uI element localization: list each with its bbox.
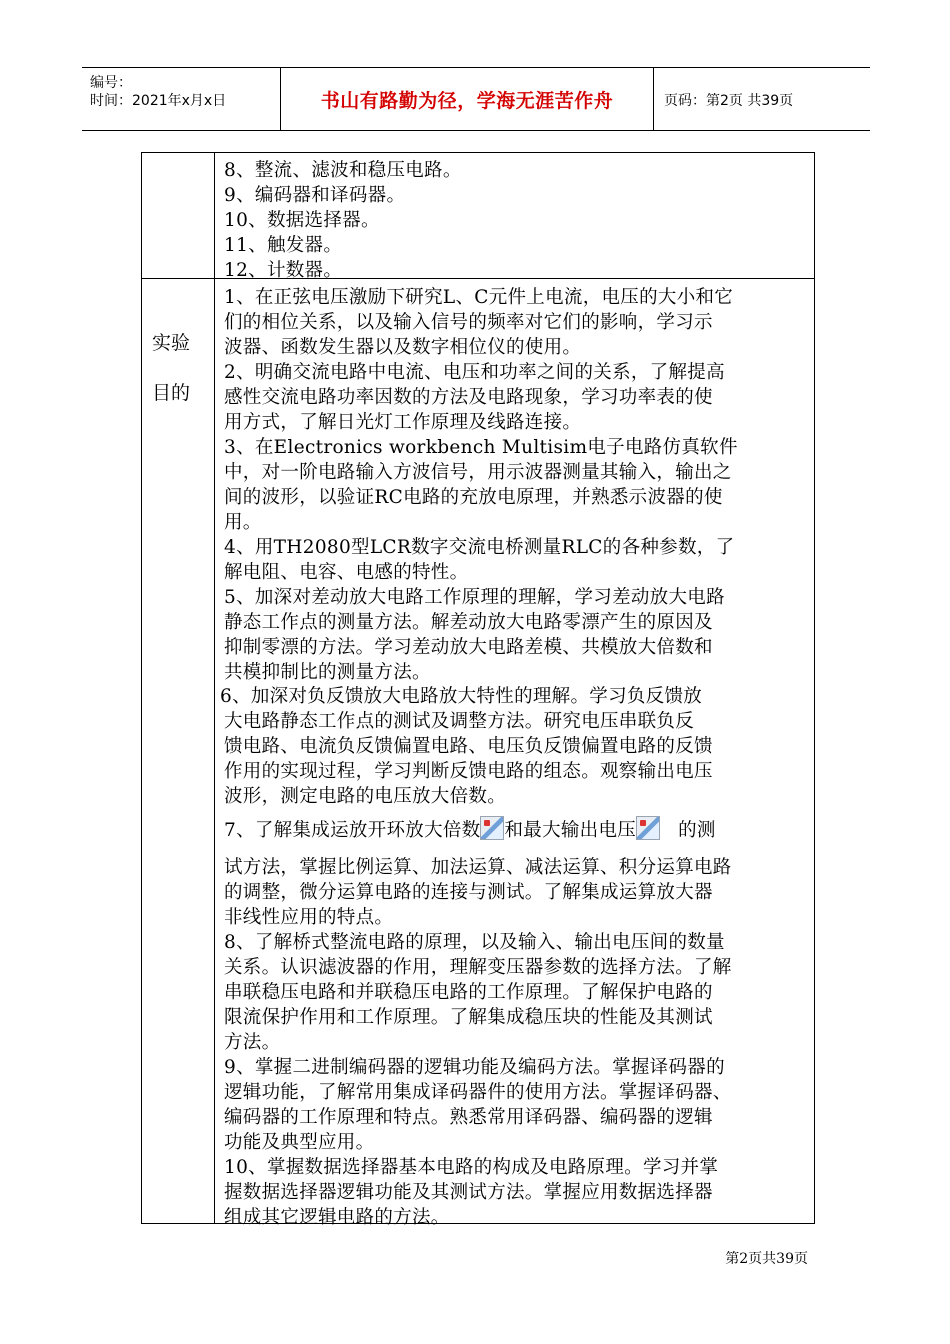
purpose-line: 6、加深对负反馈放大电路放大特性的理解。学习负反馈放 bbox=[220, 686, 703, 707]
purpose-line: 解电阻、电容、电感的特性。 bbox=[224, 562, 469, 583]
purpose-line: 3、在Electronics workbench Multisim电子电路仿真软件 bbox=[224, 437, 738, 458]
purpose-line: 感性交流电路功率因数的方法及电路现象，学习功率表的使 bbox=[224, 387, 713, 408]
document-time-label: 时间：2021年x月x日 bbox=[90, 93, 227, 109]
formula-image-icon bbox=[480, 816, 504, 840]
purpose-line: 限流保护作用和工作原理。了解集成稳压块的性能及其测试 bbox=[224, 1007, 713, 1028]
purpose-line: 功能及典型应用。 bbox=[224, 1132, 375, 1153]
column-divider bbox=[214, 153, 215, 1223]
section-label-line2: 目的 bbox=[152, 382, 191, 404]
list-item: 10、数据选择器。 bbox=[224, 210, 380, 231]
list-item: 9、编码器和译码器。 bbox=[224, 185, 406, 206]
purpose-line: 共模抑制比的测量方法。 bbox=[224, 662, 431, 683]
purpose-line-item7 bbox=[224, 816, 804, 842]
list-item: 8、整流、滤波和稳压电路。 bbox=[224, 160, 462, 181]
purpose-line: 试方法，掌握比例运算、加法运算、减法运算、积分运算电路 bbox=[224, 857, 732, 878]
page-footer: 第2页共39页 bbox=[725, 1251, 808, 1267]
purpose-line: 们的相位关系，以及输入信号的频率对它们的影响，学习示 bbox=[224, 312, 713, 333]
item7-text-part: 7、了解集成运放开环放大倍数 bbox=[224, 820, 481, 841]
purpose-line: 2、明确交流电路中电流、电压和功率之间的关系，了解提高 bbox=[224, 362, 725, 383]
purpose-line: 方法。 bbox=[224, 1032, 281, 1053]
section-label-line1: 实验 bbox=[152, 332, 191, 354]
purpose-line: 抑制零漂的方法。学习差动放大电路差模、共模放大倍数和 bbox=[224, 637, 713, 658]
purpose-line: 4、用TH2080型LCR数字交流电桥测量RLC的各种参数，了 bbox=[224, 537, 735, 558]
purpose-line: 逻辑功能，了解常用集成译码器件的使用方法。掌握译码器、 bbox=[224, 1082, 732, 1103]
purpose-line: 用。 bbox=[224, 512, 262, 533]
item7-text-part: 和最大输出电压 bbox=[504, 820, 637, 841]
purpose-line: 用方式，了解日光灯工作原理及线路连接。 bbox=[224, 412, 582, 433]
purpose-line: 间的波形，以验证RC电路的充放电原理，并熟悉示波器的使 bbox=[224, 487, 723, 508]
purpose-line: 馈电路、电流负反馈偏置电路、电压负反馈偏置电路的反馈 bbox=[224, 736, 713, 757]
purpose-line: 握数据选择器逻辑功能及其测试方法。掌握应用数据选择器 bbox=[224, 1182, 713, 1203]
purpose-line: 波器、函数发生器以及数字相位仪的使用。 bbox=[224, 337, 582, 358]
purpose-line: 非线性应用的特点。 bbox=[224, 907, 394, 928]
header-page-cell bbox=[654, 68, 870, 130]
purpose-line: 组成其它逻辑电路的方法。 bbox=[224, 1207, 450, 1228]
purpose-line: 关系。认识滤波器的作用，理解变压器参数的选择方法。了解 bbox=[224, 957, 732, 978]
document-number-label: 编号： bbox=[90, 75, 132, 91]
purpose-line: 作用的实现过程，学习判断反馈电路的组态。观察输出电压 bbox=[224, 761, 713, 782]
purpose-line: 波形，测定电路的电压放大倍数。 bbox=[224, 786, 507, 807]
list-item: 11、触发器。 bbox=[224, 235, 343, 256]
purpose-line: 编码器的工作原理和特点。熟悉常用译码器、编码器的逻辑 bbox=[224, 1107, 713, 1128]
purpose-line: 9、掌握二进制编码器的逻辑功能及编码方法。掌握译码器的 bbox=[224, 1057, 725, 1078]
purpose-line: 1、在正弦电压激励下研究L、C元件上电流，电压的大小和它 bbox=[224, 287, 734, 308]
header-page-info: 页码：第2页 共39页 bbox=[664, 93, 794, 109]
purpose-line: 的调整，微分运算电路的连接与测试。了解集成运算放大器 bbox=[224, 882, 713, 903]
header-motto-cell bbox=[281, 68, 654, 130]
purpose-line: 大电路静态工作点的测试及调整方法。研究电压串联负反 bbox=[224, 711, 695, 732]
purpose-line: 中，对一阶电路输入方波信号，用示波器测量其输入，输出之 bbox=[224, 462, 732, 483]
header-motto: 书山有路勤为径，学海无涯苦作舟 bbox=[320, 90, 614, 112]
list-item: 12、计数器。 bbox=[224, 260, 343, 281]
item7-text-part: 的测 bbox=[678, 820, 716, 841]
purpose-line: 静态工作点的测量方法。解差动放大电路零漂产生的原因及 bbox=[224, 612, 713, 633]
purpose-line: 串联稳压电路和并联稳压电路的工作原理。了解保护电路的 bbox=[224, 982, 713, 1003]
purpose-line: 8、了解桥式整流电路的原理，以及输入、输出电压间的数量 bbox=[224, 932, 725, 953]
page-header bbox=[82, 67, 870, 131]
purpose-line: 5、加深对差动放大电路工作原理的理解，学习差动放大电路 bbox=[224, 587, 725, 608]
experiment-table bbox=[141, 152, 815, 1228]
purpose-line: 10、掌握数据选择器基本电路的构成及电路原理。学习并掌 bbox=[224, 1157, 719, 1178]
formula-image-icon bbox=[636, 816, 660, 840]
header-meta-cell bbox=[82, 68, 281, 130]
